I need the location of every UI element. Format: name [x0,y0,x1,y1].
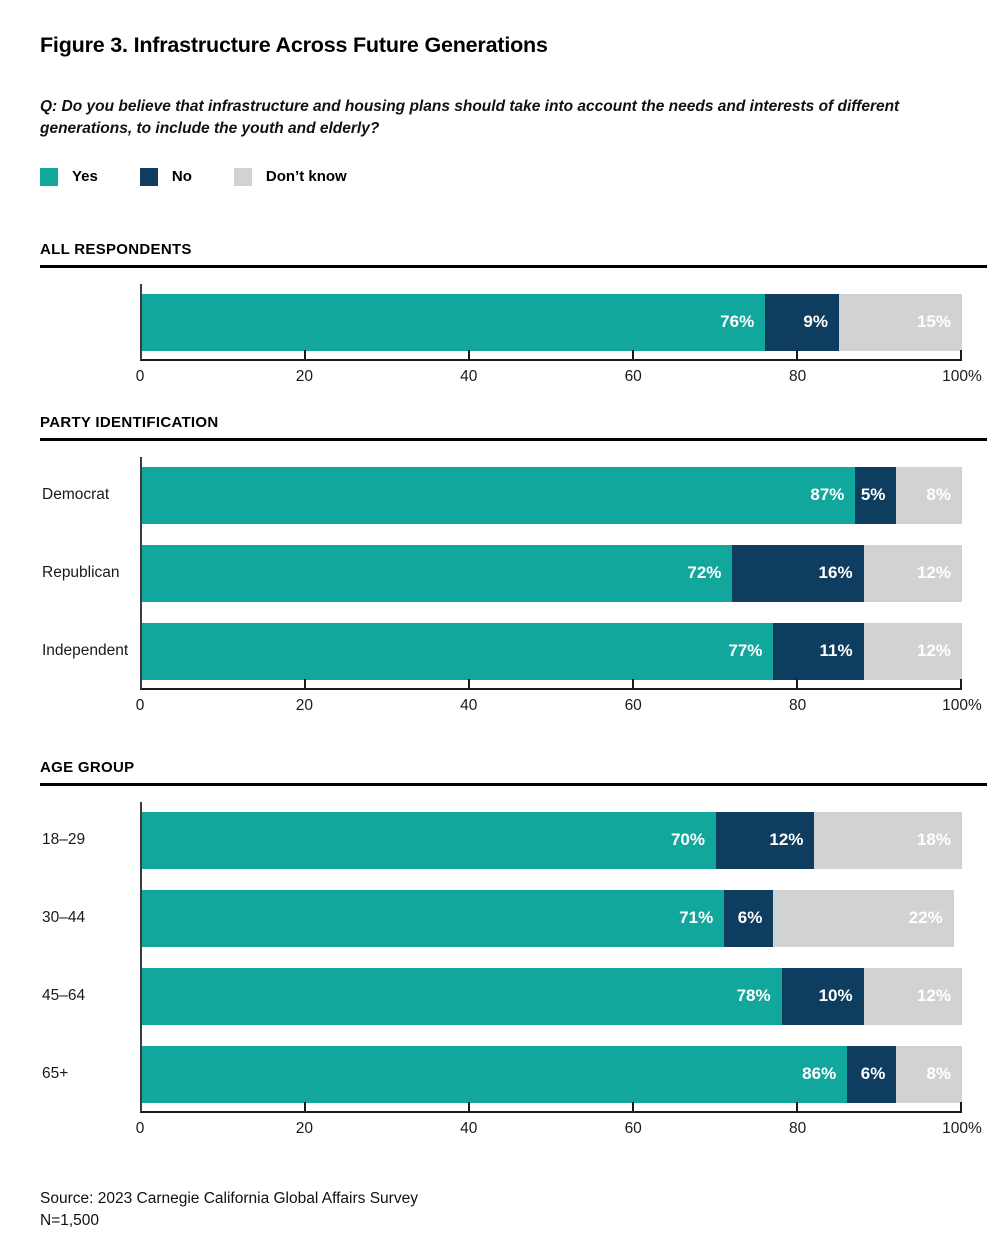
chart-all-respondents [40,284,987,386]
bar-value-label: 12% [769,830,804,850]
bar-segment-yes [142,890,724,947]
x-tick-label: 20 [295,696,314,714]
x-tick-label: 40 [460,696,478,714]
bar-track [142,812,962,869]
x-tick-mark [960,679,962,688]
bar-segment-no [773,623,863,680]
bar-segment-yes [142,968,782,1025]
section-age-group [40,759,987,1138]
x-tick-label: 0 [135,367,145,385]
bar-value-label: 87% [810,485,845,505]
bar-segment-dont-know [896,1046,962,1103]
bar-value-label: 5% [860,485,886,505]
bar-segment-yes [142,545,732,602]
plot-area [140,284,962,361]
bar-track [142,467,962,524]
plot-area [42,457,962,690]
source-note: Source: 2023 Carnegie California Global Affairs Survey [40,1189,418,1207]
x-tick-label: 0 [135,1119,145,1137]
category-label: 45–64 [42,987,86,1005]
x-axis-labels [135,1119,982,1138]
bar-segment-no [782,968,864,1025]
bar-value-label: 86% [802,1064,837,1084]
category-label: Democrat [42,486,110,504]
bar-track [142,1046,962,1103]
x-tick-mark [304,679,306,688]
bar-value-label: 12% [916,641,951,661]
bar-value-label: 15% [916,312,951,332]
figure-title: Figure 3. Infrastructure Across Future Generations [40,33,548,57]
bar-segment-yes [142,294,765,351]
bar-segment-no [724,890,773,947]
bar-segment-no [732,545,863,602]
category-label: Independent [42,642,129,660]
chart-party-identification [40,457,987,715]
bar-row [42,467,962,524]
bar-row [42,812,962,869]
section-all-respondents [40,241,987,386]
x-tick-mark [468,1102,470,1111]
category-label: Republican [42,564,120,582]
bar-value-label: 76% [720,312,755,332]
bar-value-label: 6% [860,1064,886,1084]
x-tick-label: 80 [788,696,807,714]
legend-item-yes [40,168,98,186]
legend-swatch-no [140,168,158,186]
bar-value-label: 8% [926,1064,951,1084]
category-label: 65+ [42,1065,69,1083]
bar-value-label: 18% [916,830,951,850]
chart-age-group [40,802,987,1138]
bar-row [42,1046,962,1103]
x-tick-mark [304,1102,306,1111]
bar-segment-no [855,467,896,524]
x-tick-mark [304,350,306,359]
bar-value-label: 72% [687,563,722,583]
bar-value-label: 22% [908,908,943,928]
bar-value-label: 10% [818,986,853,1006]
survey-question: Q: Do you believe that infrastructure and housing plans should take into account the needs and interests of different generations, to include the youth and elderly? [40,98,900,138]
bar-segment-no [847,1046,896,1103]
bar-track [142,968,962,1025]
x-tick-mark [960,350,962,359]
x-tick-label: 100% [942,696,982,714]
bar-track [142,890,962,947]
bar-value-label: 12% [916,563,951,583]
x-tick-mark [632,679,634,688]
x-tick-label: 60 [624,696,642,714]
x-tick-label: 20 [295,1119,314,1137]
legend-label: Yes [72,168,98,186]
x-tick-mark [796,350,798,359]
bar-value-label: 77% [728,641,763,661]
bar-value-label: 78% [736,986,771,1006]
legend-label: Don’t know [265,168,347,186]
bar-row [42,890,962,947]
bar-track [142,545,962,602]
section-header: AGE GROUP [40,759,987,786]
legend-label: No [171,168,192,186]
x-tick-label: 20 [295,367,314,385]
bar-segment-yes [142,1046,847,1103]
bar-segment-dont-know [814,812,962,869]
x-tick-label: 80 [788,1119,807,1137]
bar-value-label: 70% [670,830,705,850]
x-tick-label: 60 [624,1119,642,1137]
bar-value-label: 8% [926,485,951,505]
x-tick-mark [796,1102,798,1111]
x-tick-mark [468,350,470,359]
legend [40,168,987,186]
sample-size: N=1,500 [40,1211,100,1229]
x-tick-mark [632,1102,634,1111]
bar-value-label: 12% [916,986,951,1006]
figure-content [40,33,987,1231]
bar-row [42,968,962,1025]
x-tick-mark [632,350,634,359]
bar-row [142,294,962,351]
x-tick-label: 100% [942,1119,982,1137]
x-tick-label: 60 [624,367,642,385]
bar-segment-no [716,812,814,869]
x-tick-label: 0 [135,696,145,714]
bar-value-label: 9% [803,312,828,332]
bar-track [142,294,962,351]
source-block [40,1188,987,1231]
bar-rows [142,294,962,351]
x-tick-mark [796,679,798,688]
bar-value-label: 11% [819,641,853,661]
x-axis-labels [135,367,982,386]
bar-segment-dont-know [864,623,962,680]
category-label: 30–44 [42,909,86,927]
bar-value-label: 6% [737,908,763,928]
legend-item-no [140,168,192,186]
x-tick-label: 80 [788,367,807,385]
bar-value-label: 71% [679,908,714,928]
bar-segment-yes [142,467,855,524]
bar-segment-yes [142,623,773,680]
x-axis-labels [135,696,982,715]
category-label: 18–29 [42,831,86,849]
bar-segment-dont-know [864,545,962,602]
x-tick-mark [960,1102,962,1111]
bar-segment-yes [142,812,716,869]
x-tick-label: 40 [460,1119,478,1137]
section-header: PARTY IDENTIFICATION [40,414,987,441]
bar-track [142,623,962,680]
legend-item-dont-know [234,168,347,186]
bar-row [42,623,962,680]
legend-swatch-yes [40,168,58,186]
plot-area [42,802,962,1113]
section-party-identification [40,414,987,715]
bar-rows [42,467,962,680]
bar-segment-dont-know [864,968,962,1025]
section-header: ALL RESPONDENTS [40,241,987,268]
bar-value-label: 16% [818,563,853,583]
x-tick-label: 40 [460,367,478,385]
bar-row [42,545,962,602]
bar-segment-dont-know [839,294,962,351]
legend-swatch-dont-know [234,168,252,186]
bar-segment-no [765,294,839,351]
x-tick-mark [468,679,470,688]
bar-rows [42,812,962,1103]
bar-segment-dont-know [773,890,953,947]
x-tick-label: 100% [942,367,982,385]
bar-segment-dont-know [896,467,962,524]
